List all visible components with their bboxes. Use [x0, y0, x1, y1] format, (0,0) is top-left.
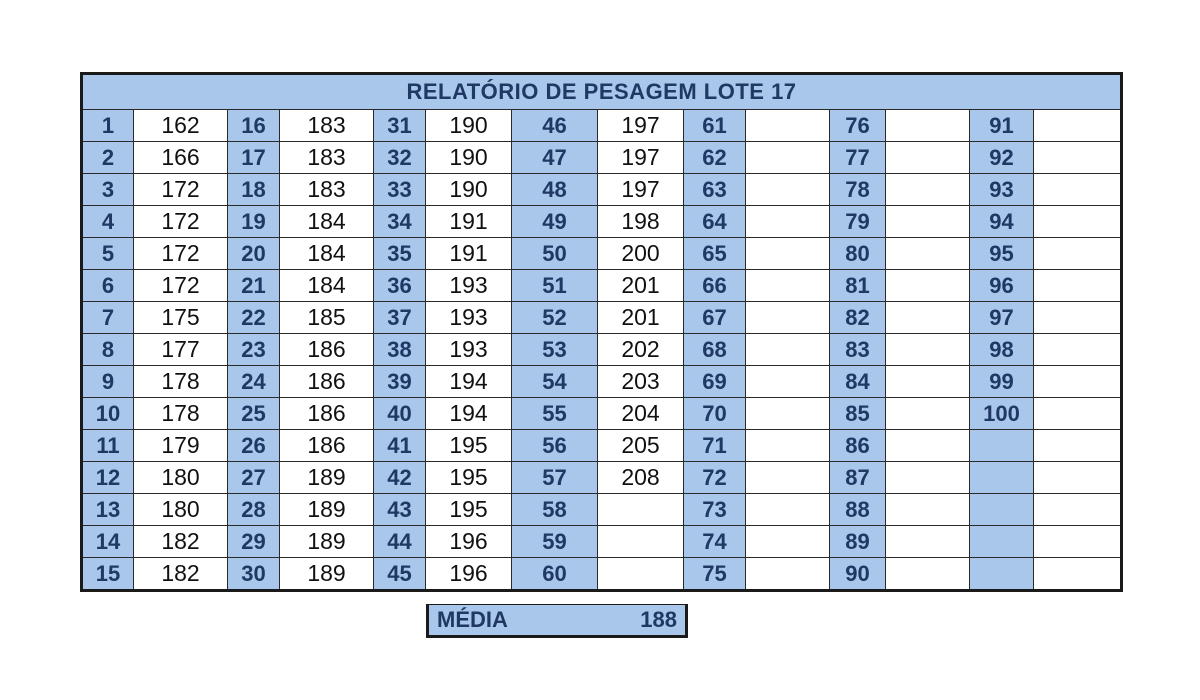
weight-cell	[1034, 174, 1122, 206]
animal-number-cell: 30	[228, 558, 280, 591]
weight-cell: 189	[280, 526, 374, 558]
weight-cell	[746, 398, 830, 430]
average-box	[426, 604, 688, 638]
animal-number-cell: 63	[684, 174, 746, 206]
animal-number-cell: 57	[512, 462, 598, 494]
weight-cell: 204	[598, 398, 684, 430]
weight-cell: 190	[426, 110, 512, 142]
weight-cell: 172	[134, 270, 228, 302]
animal-number-cell: 8	[82, 334, 134, 366]
weight-cell: 191	[426, 238, 512, 270]
weight-cell: 189	[280, 462, 374, 494]
weight-cell: 162	[134, 110, 228, 142]
weight-cell: 166	[134, 142, 228, 174]
table-row	[82, 462, 1122, 494]
animal-number-cell: 28	[228, 494, 280, 526]
weight-cell	[746, 462, 830, 494]
weight-cell: 193	[426, 302, 512, 334]
weight-cell: 183	[280, 174, 374, 206]
weight-cell	[746, 526, 830, 558]
animal-number-cell: 61	[684, 110, 746, 142]
animal-number-cell: 22	[228, 302, 280, 334]
animal-number-cell: 86	[830, 430, 886, 462]
animal-number-cell: 2	[82, 142, 134, 174]
animal-number-cell: 48	[512, 174, 598, 206]
animal-number-cell: 53	[512, 334, 598, 366]
weighing-report-table	[80, 72, 1123, 592]
animal-number-cell: 39	[374, 366, 426, 398]
weight-cell: 186	[280, 398, 374, 430]
animal-number-cell	[970, 462, 1034, 494]
weight-cell: 195	[426, 494, 512, 526]
title-row	[82, 74, 1122, 110]
animal-number-cell: 64	[684, 206, 746, 238]
animal-number-cell: 10	[82, 398, 134, 430]
weight-cell: 189	[280, 558, 374, 591]
animal-number-cell: 33	[374, 174, 426, 206]
animal-number-cell: 77	[830, 142, 886, 174]
animal-number-cell: 11	[82, 430, 134, 462]
weight-cell: 178	[134, 398, 228, 430]
animal-number-cell: 21	[228, 270, 280, 302]
animal-number-cell: 94	[970, 206, 1034, 238]
weight-cell	[1034, 270, 1122, 302]
animal-number-cell: 91	[970, 110, 1034, 142]
weight-cell	[598, 526, 684, 558]
weight-cell: 190	[426, 174, 512, 206]
weight-cell: 205	[598, 430, 684, 462]
weight-cell: 194	[426, 366, 512, 398]
animal-number-cell: 76	[830, 110, 886, 142]
animal-number-cell: 47	[512, 142, 598, 174]
animal-number-cell: 23	[228, 334, 280, 366]
animal-number-cell	[970, 430, 1034, 462]
weight-cell	[886, 366, 970, 398]
weight-cell	[1034, 302, 1122, 334]
animal-number-cell: 14	[82, 526, 134, 558]
weight-cell: 208	[598, 462, 684, 494]
weight-cell	[1034, 526, 1122, 558]
table-row	[82, 334, 1122, 366]
animal-number-cell: 92	[970, 142, 1034, 174]
animal-number-cell	[970, 526, 1034, 558]
animal-number-cell	[970, 558, 1034, 591]
animal-number-cell: 82	[830, 302, 886, 334]
table-row	[82, 494, 1122, 526]
animal-number-cell: 42	[374, 462, 426, 494]
animal-number-cell: 44	[374, 526, 426, 558]
animal-number-cell: 34	[374, 206, 426, 238]
weight-cell	[1034, 110, 1122, 142]
animal-number-cell: 83	[830, 334, 886, 366]
animal-number-cell: 96	[970, 270, 1034, 302]
animal-number-cell: 60	[512, 558, 598, 591]
average-value: 188	[640, 607, 677, 632]
animal-number-cell: 19	[228, 206, 280, 238]
weight-cell	[886, 238, 970, 270]
weight-cell: 197	[598, 142, 684, 174]
weight-cell	[746, 302, 830, 334]
animal-number-cell: 95	[970, 238, 1034, 270]
weight-cell: 184	[280, 206, 374, 238]
weight-cell: 189	[280, 494, 374, 526]
animal-number-cell: 98	[970, 334, 1034, 366]
weight-cell: 194	[426, 398, 512, 430]
weight-cell: 190	[426, 142, 512, 174]
weight-cell	[1034, 238, 1122, 270]
weight-cell	[746, 366, 830, 398]
weight-cell	[1034, 398, 1122, 430]
animal-number-cell: 35	[374, 238, 426, 270]
weight-cell	[746, 334, 830, 366]
weight-cell	[886, 430, 970, 462]
weight-cell: 185	[280, 302, 374, 334]
animal-number-cell: 81	[830, 270, 886, 302]
animal-number-cell: 37	[374, 302, 426, 334]
weight-cell	[1034, 206, 1122, 238]
weight-cell: 202	[598, 334, 684, 366]
weight-cell: 184	[280, 238, 374, 270]
animal-number-cell: 89	[830, 526, 886, 558]
weight-cell: 183	[280, 110, 374, 142]
weight-cell	[746, 110, 830, 142]
weight-cell: 180	[134, 462, 228, 494]
weight-cell: 201	[598, 302, 684, 334]
animal-number-cell: 3	[82, 174, 134, 206]
animal-number-cell: 15	[82, 558, 134, 591]
weight-cell: 193	[426, 334, 512, 366]
animal-number-cell: 62	[684, 142, 746, 174]
weight-cell	[1034, 558, 1122, 591]
table-row	[82, 526, 1122, 558]
weight-cell: 179	[134, 430, 228, 462]
weight-cell	[886, 494, 970, 526]
animal-number-cell: 72	[684, 462, 746, 494]
animal-number-cell: 58	[512, 494, 598, 526]
weight-cell	[1034, 430, 1122, 462]
weight-cell: 182	[134, 526, 228, 558]
animal-number-cell: 13	[82, 494, 134, 526]
table-row	[82, 558, 1122, 591]
weight-cell: 172	[134, 206, 228, 238]
animal-number-cell: 73	[684, 494, 746, 526]
animal-number-cell: 16	[228, 110, 280, 142]
animal-number-cell: 66	[684, 270, 746, 302]
weight-cell: 186	[280, 334, 374, 366]
animal-number-cell: 24	[228, 366, 280, 398]
animal-number-cell: 79	[830, 206, 886, 238]
weight-cell: 196	[426, 526, 512, 558]
animal-number-cell: 9	[82, 366, 134, 398]
weight-cell: 191	[426, 206, 512, 238]
animal-number-cell: 6	[82, 270, 134, 302]
animal-number-cell: 36	[374, 270, 426, 302]
table-row	[82, 270, 1122, 302]
weight-cell	[886, 462, 970, 494]
animal-number-cell: 74	[684, 526, 746, 558]
weight-cell: 197	[598, 174, 684, 206]
weight-cell	[746, 238, 830, 270]
animal-number-cell: 38	[374, 334, 426, 366]
animal-number-cell: 18	[228, 174, 280, 206]
animal-number-cell: 31	[374, 110, 426, 142]
report-title: RELATÓRIO DE PESAGEM LOTE 17	[82, 74, 1122, 110]
weight-cell: 201	[598, 270, 684, 302]
weight-cell: 198	[598, 206, 684, 238]
weight-cell: 175	[134, 302, 228, 334]
table-row	[82, 142, 1122, 174]
weight-cell: 195	[426, 430, 512, 462]
weight-cell	[746, 142, 830, 174]
animal-number-cell: 88	[830, 494, 886, 526]
weight-cell: 184	[280, 270, 374, 302]
weight-cell	[886, 270, 970, 302]
table-row	[82, 238, 1122, 270]
weight-cell: 172	[134, 238, 228, 270]
weight-cell	[1034, 462, 1122, 494]
weight-cell: 197	[598, 110, 684, 142]
table-row	[82, 110, 1122, 142]
animal-number-cell: 90	[830, 558, 886, 591]
animal-number-cell: 78	[830, 174, 886, 206]
weight-cell: 186	[280, 366, 374, 398]
table-row	[82, 206, 1122, 238]
animal-number-cell: 99	[970, 366, 1034, 398]
animal-number-cell: 75	[684, 558, 746, 591]
weight-cell	[746, 494, 830, 526]
weight-cell: 196	[426, 558, 512, 591]
weight-cell	[1034, 334, 1122, 366]
animal-number-cell: 85	[830, 398, 886, 430]
weight-cell: 180	[134, 494, 228, 526]
weight-cell: 186	[280, 430, 374, 462]
weight-cell	[1034, 366, 1122, 398]
weight-cell: 178	[134, 366, 228, 398]
animal-number-cell: 68	[684, 334, 746, 366]
weight-cell	[886, 526, 970, 558]
animal-number-cell: 50	[512, 238, 598, 270]
animal-number-cell: 67	[684, 302, 746, 334]
animal-number-cell: 55	[512, 398, 598, 430]
weight-cell: 203	[598, 366, 684, 398]
weight-cell	[886, 174, 970, 206]
animal-number-cell: 71	[684, 430, 746, 462]
animal-number-cell: 41	[374, 430, 426, 462]
animal-number-cell: 70	[684, 398, 746, 430]
weight-cell: 183	[280, 142, 374, 174]
animal-number-cell: 25	[228, 398, 280, 430]
weight-cell: 193	[426, 270, 512, 302]
table-row	[82, 398, 1122, 430]
weight-cell	[746, 206, 830, 238]
weight-cell: 195	[426, 462, 512, 494]
animal-number-cell: 49	[512, 206, 598, 238]
weight-cell: 182	[134, 558, 228, 591]
animal-number-cell: 84	[830, 366, 886, 398]
animal-number-cell: 27	[228, 462, 280, 494]
weight-cell	[886, 398, 970, 430]
animal-number-cell: 32	[374, 142, 426, 174]
weight-cell	[746, 558, 830, 591]
weight-cell	[598, 558, 684, 591]
animal-number-cell: 46	[512, 110, 598, 142]
animal-number-cell: 43	[374, 494, 426, 526]
animal-number-cell: 40	[374, 398, 426, 430]
weight-cell: 200	[598, 238, 684, 270]
table-row	[82, 366, 1122, 398]
animal-number-cell: 20	[228, 238, 280, 270]
animal-number-cell: 1	[82, 110, 134, 142]
weight-cell: 177	[134, 334, 228, 366]
animal-number-cell: 4	[82, 206, 134, 238]
animal-number-cell: 54	[512, 366, 598, 398]
weight-cell	[1034, 494, 1122, 526]
animal-number-cell: 93	[970, 174, 1034, 206]
report-body	[82, 110, 1122, 591]
animal-number-cell: 100	[970, 398, 1034, 430]
table-row	[82, 174, 1122, 206]
animal-number-cell: 65	[684, 238, 746, 270]
table-row	[82, 430, 1122, 462]
animal-number-cell	[970, 494, 1034, 526]
weight-cell	[746, 174, 830, 206]
animal-number-cell: 59	[512, 526, 598, 558]
animal-number-cell: 52	[512, 302, 598, 334]
animal-number-cell: 51	[512, 270, 598, 302]
animal-number-cell: 45	[374, 558, 426, 591]
animal-number-cell: 69	[684, 366, 746, 398]
animal-number-cell: 56	[512, 430, 598, 462]
weight-cell	[1034, 142, 1122, 174]
weight-cell: 172	[134, 174, 228, 206]
table-row	[82, 302, 1122, 334]
animal-number-cell: 12	[82, 462, 134, 494]
weight-cell	[886, 302, 970, 334]
average-label: MÉDIA	[437, 607, 508, 632]
weight-cell	[886, 206, 970, 238]
weight-cell	[886, 110, 970, 142]
animal-number-cell: 97	[970, 302, 1034, 334]
weight-cell	[886, 142, 970, 174]
animal-number-cell: 26	[228, 430, 280, 462]
weighing-report-sheet	[80, 72, 1120, 632]
weight-cell	[886, 558, 970, 591]
animal-number-cell: 7	[82, 302, 134, 334]
weight-cell	[746, 270, 830, 302]
weight-cell	[598, 494, 684, 526]
animal-number-cell: 17	[228, 142, 280, 174]
animal-number-cell: 5	[82, 238, 134, 270]
animal-number-cell: 29	[228, 526, 280, 558]
weight-cell	[746, 430, 830, 462]
weight-cell	[886, 334, 970, 366]
animal-number-cell: 87	[830, 462, 886, 494]
animal-number-cell: 80	[830, 238, 886, 270]
